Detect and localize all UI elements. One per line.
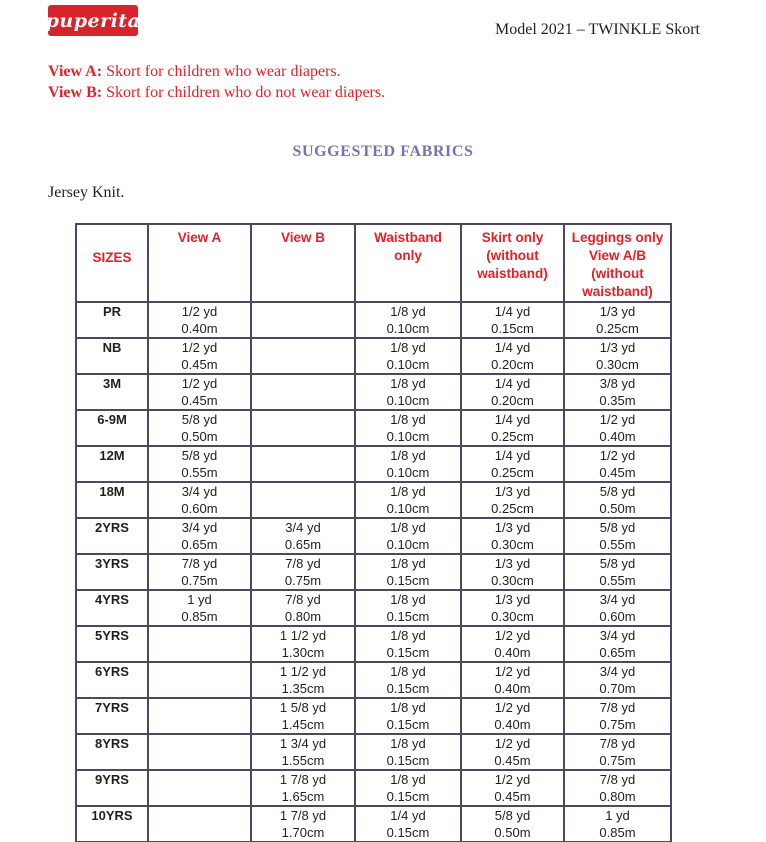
value-line: 0.10cm — [386, 320, 430, 336]
value-cell — [461, 302, 564, 338]
value-line — [252, 393, 354, 410]
value-cell — [148, 338, 251, 374]
value-cell — [148, 734, 251, 770]
value-line: 0.40m — [599, 428, 636, 444]
header-line: waistband) — [582, 284, 653, 299]
value-line: 3/4 yd — [599, 664, 636, 679]
value-line: 1/8 yd — [390, 664, 426, 679]
value-line: 3/4 yd — [599, 592, 636, 607]
value-line: 0.45m — [181, 356, 218, 372]
value-line: 0.65m — [181, 536, 218, 552]
value-line: 0.15cm — [386, 824, 430, 840]
value-line: 7/8 yd — [181, 556, 218, 571]
value-line — [252, 321, 354, 338]
header-cell — [461, 224, 564, 302]
value-cell — [355, 698, 461, 734]
value-line: 0.20cm — [491, 392, 534, 408]
value-line: 1/8 yd — [390, 304, 426, 319]
value-cell — [148, 302, 251, 338]
value-line — [252, 429, 354, 446]
value-cell — [461, 806, 564, 842]
value-line — [252, 465, 354, 482]
value-cell — [564, 554, 671, 590]
value-cell — [355, 482, 461, 518]
value-line: 1/3 yd — [494, 592, 531, 607]
value-line: 0.55m — [181, 464, 218, 480]
value-line — [252, 501, 354, 518]
size-label-cell: 3M — [76, 374, 148, 410]
value-line: 0.45m — [494, 752, 531, 768]
value-line: 1/8 yd — [390, 484, 426, 499]
table-row — [76, 734, 671, 770]
value-cell — [355, 338, 461, 374]
value-line: 0.35m — [599, 392, 636, 408]
value-line: 3/8 yd — [599, 376, 636, 391]
table-row — [76, 698, 671, 734]
value-line: 0.65m — [599, 644, 636, 660]
value-line: 1/4 yd — [494, 376, 531, 391]
value-line: 0.10cm — [386, 464, 430, 480]
value-line: 0.75m — [284, 572, 322, 588]
value-line: 1 5/8 yd — [279, 700, 327, 715]
value-line: 1/2 yd — [494, 664, 531, 679]
value-line: 7/8 yd — [599, 700, 636, 715]
value-cell — [251, 806, 355, 842]
value-line: 1/8 yd — [390, 340, 426, 355]
value-line: 1 7/8 yd — [279, 772, 327, 787]
value-line: 0.25cm — [491, 428, 534, 444]
value-cell — [461, 518, 564, 554]
value-line — [252, 304, 354, 321]
value-line: 5/8 yd — [599, 484, 636, 499]
value-cell — [564, 770, 671, 806]
value-line: 7/8 yd — [599, 736, 636, 751]
value-line: 1/2 yd — [599, 412, 636, 427]
header-line: View A — [177, 230, 222, 245]
value-line: 1.30cm — [281, 644, 325, 660]
value-cell — [148, 482, 251, 518]
value-cell — [251, 590, 355, 626]
value-line: 1/8 yd — [390, 592, 426, 607]
value-cell — [148, 626, 251, 662]
value-line: 1/8 yd — [390, 772, 426, 787]
value-line: 0.10cm — [386, 392, 430, 408]
value-cell — [564, 374, 671, 410]
header-cell — [355, 224, 461, 302]
value-line: 0.55m — [599, 536, 636, 552]
value-line: 1/2 yd — [494, 628, 531, 643]
table-row — [76, 482, 671, 518]
value-line: 0.80m — [599, 788, 636, 804]
value-line: 5/8 yd — [181, 412, 218, 427]
value-cell — [148, 590, 251, 626]
value-cell — [355, 770, 461, 806]
value-cell — [461, 482, 564, 518]
value-cell — [564, 590, 671, 626]
value-line: 1/3 yd — [599, 304, 636, 319]
value-cell — [461, 734, 564, 770]
value-line: 1.70cm — [281, 824, 325, 840]
value-line: 5/8 yd — [599, 556, 636, 571]
header-cell — [251, 224, 355, 302]
value-line: 0.20cm — [491, 356, 534, 372]
value-line — [149, 789, 250, 806]
value-line — [149, 753, 250, 770]
value-line — [149, 808, 250, 825]
value-cell — [355, 734, 461, 770]
value-cell — [251, 302, 355, 338]
size-label-cell: PR — [76, 302, 148, 338]
table-row — [76, 374, 671, 410]
value-line — [149, 628, 250, 645]
value-cell — [355, 374, 461, 410]
value-cell — [461, 662, 564, 698]
value-line — [149, 664, 250, 681]
value-line: 1/8 yd — [390, 736, 426, 751]
view-a-text: Skort for children who wear diapers. — [102, 63, 341, 80]
value-line: 1/8 yd — [390, 556, 426, 571]
view-a-line — [48, 61, 385, 82]
value-line — [149, 645, 250, 662]
value-line: 3/4 yd — [181, 484, 218, 499]
value-line: 1.55cm — [281, 752, 325, 768]
header-line: Skirt only — [481, 230, 544, 245]
header-line: View A/B — [588, 248, 647, 263]
value-line: 1/3 yd — [494, 556, 531, 571]
value-line — [149, 772, 250, 789]
table-row — [76, 410, 671, 446]
value-line: 1/2 yd — [599, 448, 636, 463]
value-cell — [355, 662, 461, 698]
size-label-cell: NB — [76, 338, 148, 374]
value-cell — [355, 446, 461, 482]
value-cell — [251, 626, 355, 662]
puperita-logo — [45, 5, 141, 36]
value-cell — [148, 698, 251, 734]
value-line: 0.45m — [494, 788, 531, 804]
value-cell — [355, 410, 461, 446]
value-line: 3/4 yd — [181, 520, 218, 535]
value-line: 1/8 yd — [390, 448, 426, 463]
value-line: 0.25cm — [596, 320, 639, 336]
size-label-cell: 12M — [76, 446, 148, 482]
value-line: 0.75m — [181, 572, 218, 588]
value-line: 1/4 yd — [494, 412, 531, 427]
value-line: 1 3/4 yd — [279, 736, 327, 751]
value-line: 1/8 yd — [390, 628, 426, 643]
value-cell — [355, 518, 461, 554]
value-line: 0.30cm — [491, 536, 534, 552]
value-line: 1/2 yd — [181, 340, 218, 355]
value-cell — [148, 806, 251, 842]
size-label-cell: 3YRS — [76, 554, 148, 590]
logo-text: puperita — [45, 9, 141, 32]
value-cell — [148, 410, 251, 446]
view-descriptions — [48, 61, 385, 103]
value-line: 7/8 yd — [285, 592, 321, 607]
value-line: 0.15cm — [386, 572, 430, 588]
value-cell — [461, 446, 564, 482]
value-line: 1.45cm — [281, 716, 325, 732]
value-cell — [148, 554, 251, 590]
value-line: 1 1/2 yd — [279, 664, 327, 679]
value-line: 0.15cm — [386, 608, 430, 624]
size-label-cell: 7YRS — [76, 698, 148, 734]
value-cell — [461, 698, 564, 734]
size-label-cell: 9YRS — [76, 770, 148, 806]
value-line: 0.10cm — [386, 428, 430, 444]
value-cell — [564, 410, 671, 446]
table-row — [76, 554, 671, 590]
table-row — [76, 806, 671, 842]
value-cell — [251, 662, 355, 698]
value-cell — [461, 770, 564, 806]
value-cell — [461, 626, 564, 662]
value-line: 0.30cm — [596, 356, 639, 372]
value-line: 0.50m — [181, 428, 218, 444]
table-row — [76, 302, 671, 338]
value-line: 0.15cm — [386, 716, 430, 732]
value-line: 0.10cm — [386, 536, 430, 552]
value-cell — [564, 806, 671, 842]
value-line: 0.40m — [181, 320, 218, 336]
value-cell — [355, 302, 461, 338]
value-line: 0.85m — [599, 824, 636, 840]
table-row — [76, 338, 671, 374]
value-line: 0.60m — [599, 608, 636, 624]
value-cell — [251, 410, 355, 446]
table-body — [76, 302, 671, 842]
value-cell — [355, 806, 461, 842]
table-header-row — [76, 224, 671, 302]
value-line: 1/8 yd — [390, 376, 426, 391]
value-cell — [251, 770, 355, 806]
value-cell — [355, 554, 461, 590]
value-line: 5/8 yd — [599, 520, 636, 535]
value-line: 0.15cm — [386, 752, 430, 768]
value-line: 1/8 yd — [390, 700, 426, 715]
value-line: 0.50m — [494, 824, 531, 840]
value-line: 1/3 yd — [494, 520, 531, 535]
header-cell — [148, 224, 251, 302]
size-label-cell: 6-9M — [76, 410, 148, 446]
header-line: waistband) — [477, 266, 548, 281]
value-cell — [251, 698, 355, 734]
value-line: 0.30cm — [491, 572, 534, 588]
table-row — [76, 662, 671, 698]
value-cell — [564, 734, 671, 770]
fabric-note: Jersey Knit. — [48, 184, 125, 201]
value-line: 0.45m — [181, 392, 218, 408]
value-cell — [564, 446, 671, 482]
value-line: 0.50m — [599, 500, 636, 516]
value-line: 5/8 yd — [494, 808, 531, 823]
size-label-cell: 10YRS — [76, 806, 148, 842]
value-line: 1.65cm — [281, 788, 325, 804]
table-row — [76, 626, 671, 662]
value-line: 1.35cm — [281, 680, 325, 696]
value-cell — [251, 338, 355, 374]
table-row — [76, 770, 671, 806]
value-line — [149, 825, 250, 842]
value-line: 0.45m — [599, 464, 636, 480]
value-line: 0.15cm — [491, 320, 534, 336]
value-line: 1/2 yd — [494, 736, 531, 751]
value-cell — [564, 302, 671, 338]
value-line: 1/8 yd — [390, 412, 426, 427]
value-line — [149, 717, 250, 734]
value-line: 7/8 yd — [285, 556, 321, 571]
document-title: Model 2021 – TWINKLE Skort — [494, 21, 700, 38]
value-line: 1/4 yd — [494, 448, 531, 463]
value-line: 1/4 yd — [494, 304, 531, 319]
section-heading: SUGGESTED FABRICS — [292, 143, 474, 160]
view-b-text: Skort for children who do not wear diapers. — [102, 84, 386, 101]
value-line: 0.70m — [599, 680, 636, 696]
value-cell — [564, 662, 671, 698]
header-line: (without — [486, 248, 539, 263]
value-cell — [148, 518, 251, 554]
value-line: 7/8 yd — [599, 772, 636, 787]
view-b-label: View B: — [48, 84, 103, 101]
value-cell — [461, 590, 564, 626]
size-label-cell: 8YRS — [76, 734, 148, 770]
header-line: only — [394, 248, 422, 263]
value-line: 0.80m — [284, 608, 322, 624]
value-cell — [564, 482, 671, 518]
value-cell — [148, 662, 251, 698]
value-line — [252, 484, 354, 501]
value-cell — [251, 734, 355, 770]
header-line: (without — [591, 266, 644, 281]
value-line: 0.60m — [181, 500, 218, 516]
value-line: 1/3 yd — [599, 340, 636, 355]
value-cell — [564, 698, 671, 734]
value-cell — [461, 374, 564, 410]
fabric-requirements-table — [75, 223, 672, 842]
value-line — [149, 700, 250, 717]
value-line: 1/2 yd — [494, 772, 531, 787]
value-line: 0.30cm — [491, 608, 534, 624]
table-row — [76, 518, 671, 554]
table-header — [76, 224, 671, 302]
value-cell — [461, 410, 564, 446]
value-cell — [251, 518, 355, 554]
value-line: 0.55m — [599, 572, 636, 588]
value-line: 1 yd — [187, 592, 212, 607]
value-cell — [564, 518, 671, 554]
value-line: 1/3 yd — [494, 484, 531, 499]
value-line: 0.15cm — [386, 644, 430, 660]
value-line — [252, 376, 354, 393]
header-line: SIZES — [92, 250, 132, 265]
table-row — [76, 590, 671, 626]
value-line: 0.10cm — [386, 500, 430, 516]
value-line: 0.85m — [181, 608, 218, 624]
size-label-cell: 18M — [76, 482, 148, 518]
value-cell — [148, 446, 251, 482]
value-cell — [564, 338, 671, 374]
value-cell — [355, 590, 461, 626]
value-line: 0.15cm — [386, 680, 430, 696]
value-line: 0.15cm — [386, 788, 430, 804]
value-cell — [251, 374, 355, 410]
value-line: 1 1/2 yd — [279, 628, 327, 643]
value-line: 1/2 yd — [494, 700, 531, 715]
size-label-cell: 4YRS — [76, 590, 148, 626]
value-line: 1/4 yd — [494, 340, 531, 355]
value-line: 1/8 yd — [390, 520, 426, 535]
value-line: 1/4 yd — [390, 808, 426, 823]
value-line: 5/8 yd — [181, 448, 218, 463]
value-cell — [148, 770, 251, 806]
value-cell — [148, 374, 251, 410]
value-line: 0.40m — [494, 716, 531, 732]
value-cell — [461, 338, 564, 374]
value-line — [252, 357, 354, 374]
value-line: 1/2 yd — [181, 304, 218, 319]
value-line: 0.25cm — [491, 464, 534, 480]
header-line: Leggings only — [571, 230, 664, 245]
value-cell — [251, 554, 355, 590]
header-cell — [564, 224, 671, 302]
value-line — [149, 736, 250, 753]
value-line — [252, 340, 354, 357]
value-line: 1 yd — [605, 808, 630, 823]
value-cell — [564, 626, 671, 662]
value-cell — [461, 554, 564, 590]
value-line: 1/2 yd — [181, 376, 218, 391]
value-line: 0.75m — [599, 752, 636, 768]
header-line: Waistband — [374, 230, 442, 245]
value-cell — [355, 626, 461, 662]
value-line: 0.10cm — [386, 356, 430, 372]
view-b-line — [48, 82, 385, 103]
value-line: 0.40m — [494, 680, 531, 696]
value-line — [252, 412, 354, 429]
size-label-cell: 5YRS — [76, 626, 148, 662]
value-line — [149, 681, 250, 698]
table-row — [76, 446, 671, 482]
value-line: 1 7/8 yd — [279, 808, 327, 823]
value-line: 3/4 yd — [599, 628, 636, 643]
view-a-label: View A: — [48, 63, 103, 80]
value-line: 0.25cm — [491, 500, 534, 516]
value-line — [252, 448, 354, 465]
value-cell — [251, 446, 355, 482]
value-line: 0.40m — [494, 644, 531, 660]
value-line: 0.65m — [284, 536, 322, 552]
value-line: 3/4 yd — [285, 520, 321, 535]
size-label-cell: 2YRS — [76, 518, 148, 554]
value-line: 0.75m — [599, 716, 636, 732]
header-cell-sizes — [76, 224, 148, 302]
header-line: View B — [280, 230, 326, 245]
value-cell — [251, 482, 355, 518]
size-label-cell: 6YRS — [76, 662, 148, 698]
